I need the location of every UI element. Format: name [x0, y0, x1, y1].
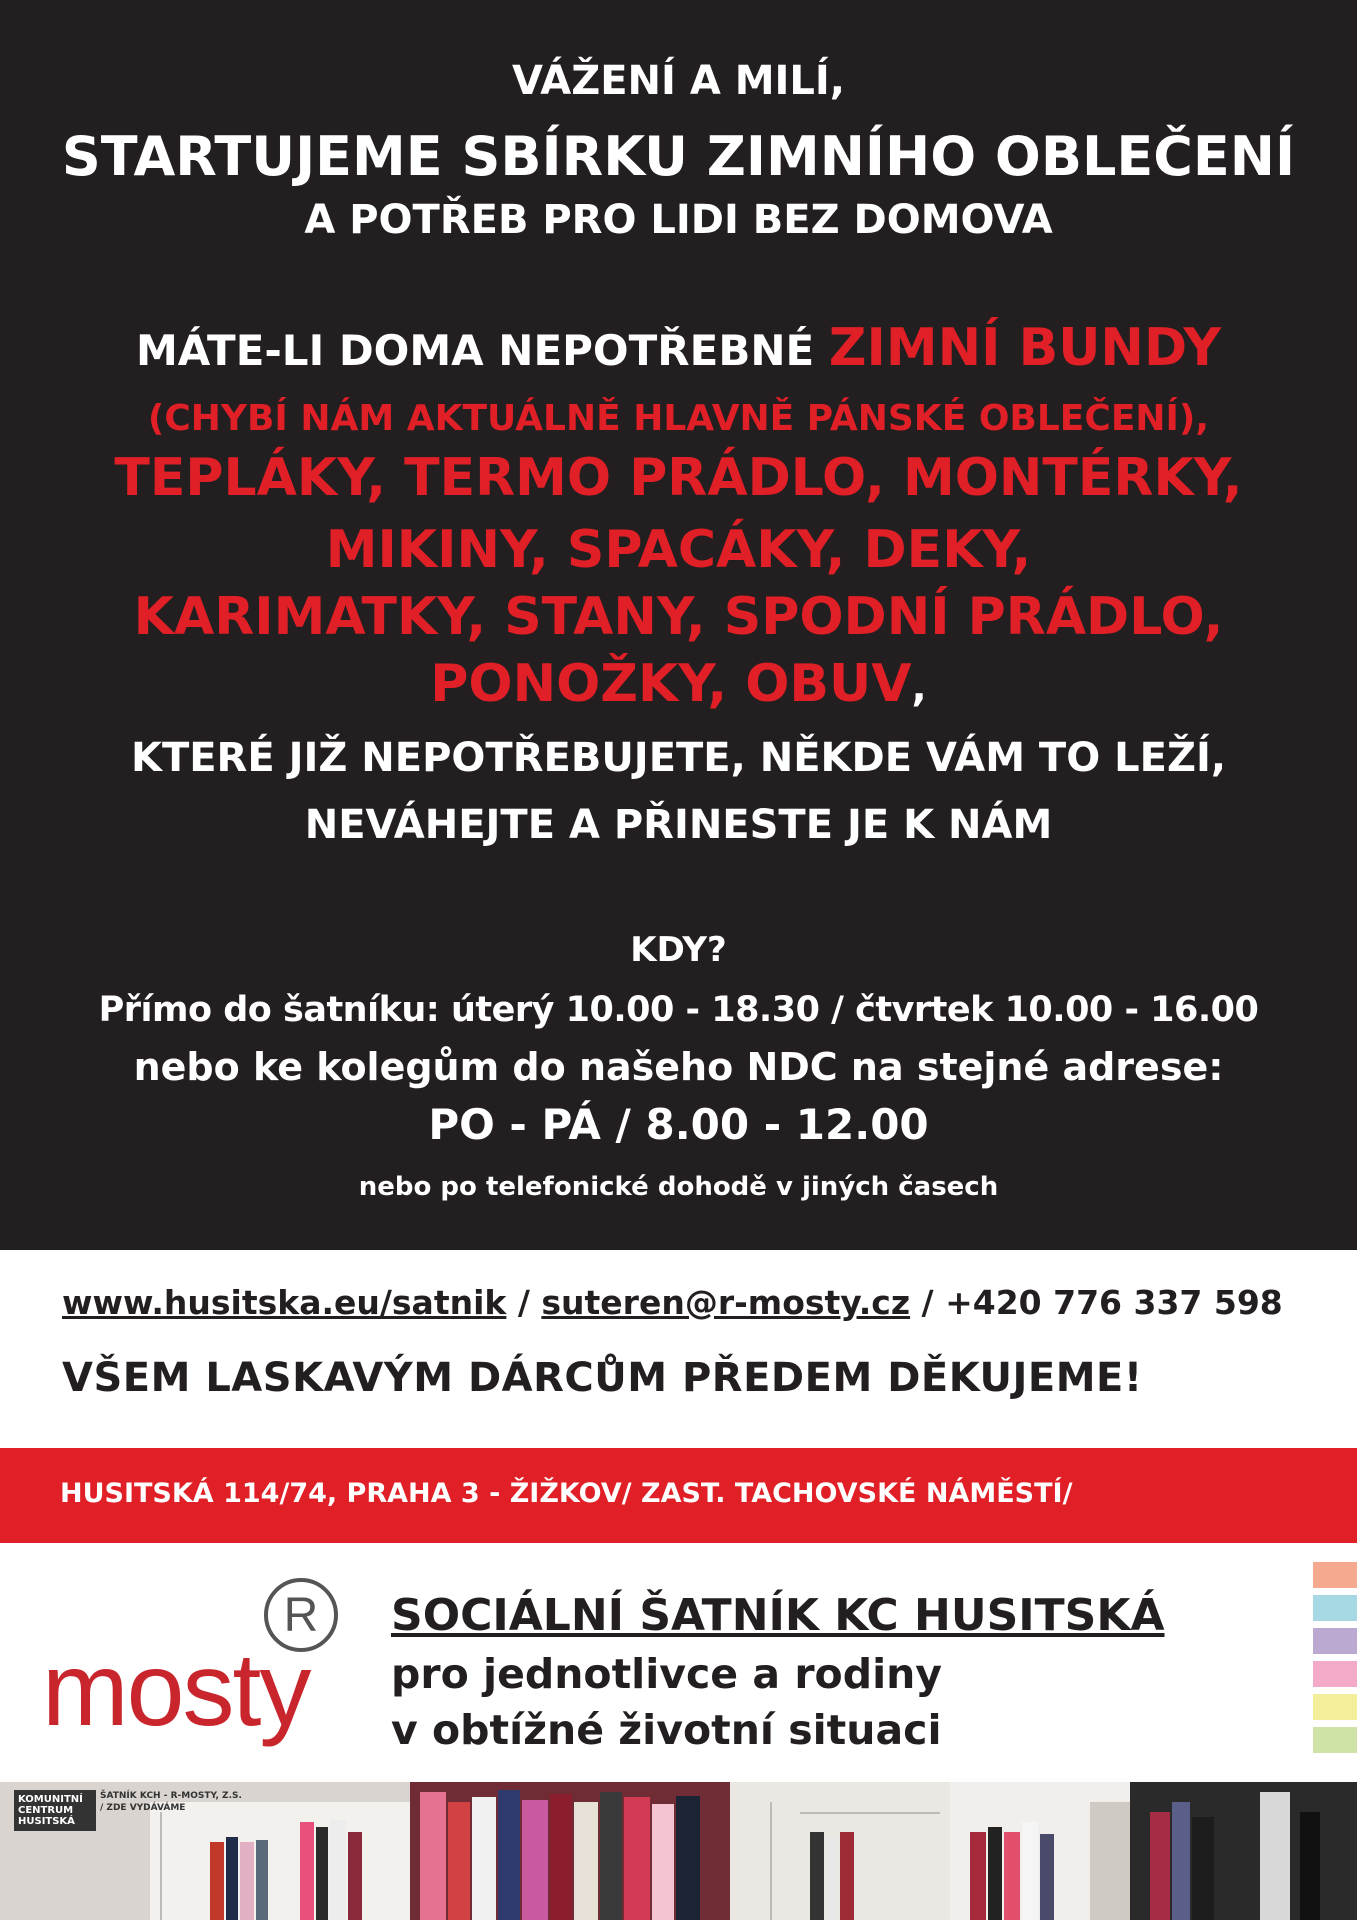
photo-sign-org: KOMUNITNÍ CENTRUM HUSITSKÁ: [14, 1790, 96, 1831]
schedule-line-4: nebo po telefonické dohodě v jiných časech: [358, 1172, 999, 1202]
address-text: HUSITSKÁ 114/74, PRAHA 3 - ŽIŽKOV/ ZAST. TACHOVSKÉ NÁMĚSTÍ/: [60, 1478, 1073, 1509]
color-swatch: [1313, 1562, 1357, 1588]
photo-sign-caption: [100, 1790, 242, 1814]
contact-line: [62, 1283, 1283, 1322]
website-link[interactable]: www.husitska.eu/satnik: [62, 1283, 507, 1322]
separator: /: [506, 1283, 542, 1322]
schedule-line-1: Přímo do šatníku: úterý 10.00 - 18.30 / čtvrtek 10.00 - 16.00: [98, 990, 1259, 1030]
appeal-line-1: [0, 318, 1357, 378]
photo-sign-caption-title: ŠATNÍK KCH - R-MOSTY, Z.S.: [100, 1791, 242, 1801]
thanks-text: VŠEM LASKAVÝM DÁRCŮM PŘEDEM DĚKUJEME!: [62, 1355, 1143, 1401]
phone-number: +420 776 337 598: [945, 1283, 1283, 1322]
headline: STARTUJEME SBÍRKU ZIMNÍHO OBLEČENÍ: [61, 125, 1296, 188]
mosty-logo: mosty: [42, 1632, 310, 1748]
wardrobe-subtitle-2: v obtížné životní situaci: [391, 1706, 942, 1754]
email-link[interactable]: suteren@r-mosty.cz: [541, 1283, 911, 1322]
appeal-line-7: KTERÉ JIŽ NEPOTŘEBUJETE, NĚKDE VÁM TO LEŽÍ,: [130, 735, 1227, 781]
schedule-heading: KDY?: [630, 930, 727, 970]
appeal-line-4: MIKINY, SPACÁKY, DEKY,: [325, 520, 1032, 580]
greeting: VÁŽENÍ A MILÍ,: [512, 58, 845, 104]
appeal-line-8: NEVÁHEJTE A PŘINESTE JE K NÁM: [304, 802, 1053, 848]
photo-sign-caption-sub: / ZDE VYDÁVÁME: [100, 1803, 186, 1813]
color-swatch: [1313, 1727, 1357, 1753]
appeal-note: (CHYBÍ NÁM AKTUÁLNĚ HLAVNĚ PÁNSKÉ OBLEČENÍ),: [147, 398, 1210, 439]
registered-mark-icon: R: [264, 1578, 338, 1652]
appeal-line-6: [0, 654, 1357, 714]
color-swatch: [1313, 1661, 1357, 1687]
color-swatch: [1313, 1628, 1357, 1654]
appeal-intro: MÁTE-LI DOMA NEPOTŘEBNÉ: [136, 326, 829, 375]
wardrobe-subtitle-1: pro jednotlivce a rodiny: [391, 1650, 943, 1698]
schedule-line-3: PO - PÁ / 8.00 - 12.00: [428, 1100, 929, 1149]
appeal-socks-shoes: PONOŽKY, OBUV: [430, 654, 912, 714]
color-swatch: [1313, 1595, 1357, 1621]
appeal-line-5: KARIMATKY, STANY, SPODNÍ PRÁDLO,: [133, 587, 1224, 647]
appeal-item-winter-jackets: ZIMNÍ BUNDY: [828, 318, 1221, 378]
schedule-line-2: nebo ke kolegům do našeho NDC na stejné adrese:: [133, 1045, 1224, 1089]
appeal-line-3: TEPLÁKY, TERMO PRÁDLO, MONTÉRKY,: [114, 448, 1243, 508]
separator: /: [910, 1283, 946, 1322]
subheadline: A POTŘEB PRO LIDI BEZ DOMOVA: [304, 197, 1053, 243]
contact-band: [0, 1250, 1357, 1448]
wardrobe-title: SOCIÁLNÍ ŠATNÍK KC HUSITSKÁ: [391, 1590, 1165, 1641]
color-swatch: [1313, 1694, 1357, 1720]
appeal-comma: ,: [911, 665, 927, 711]
